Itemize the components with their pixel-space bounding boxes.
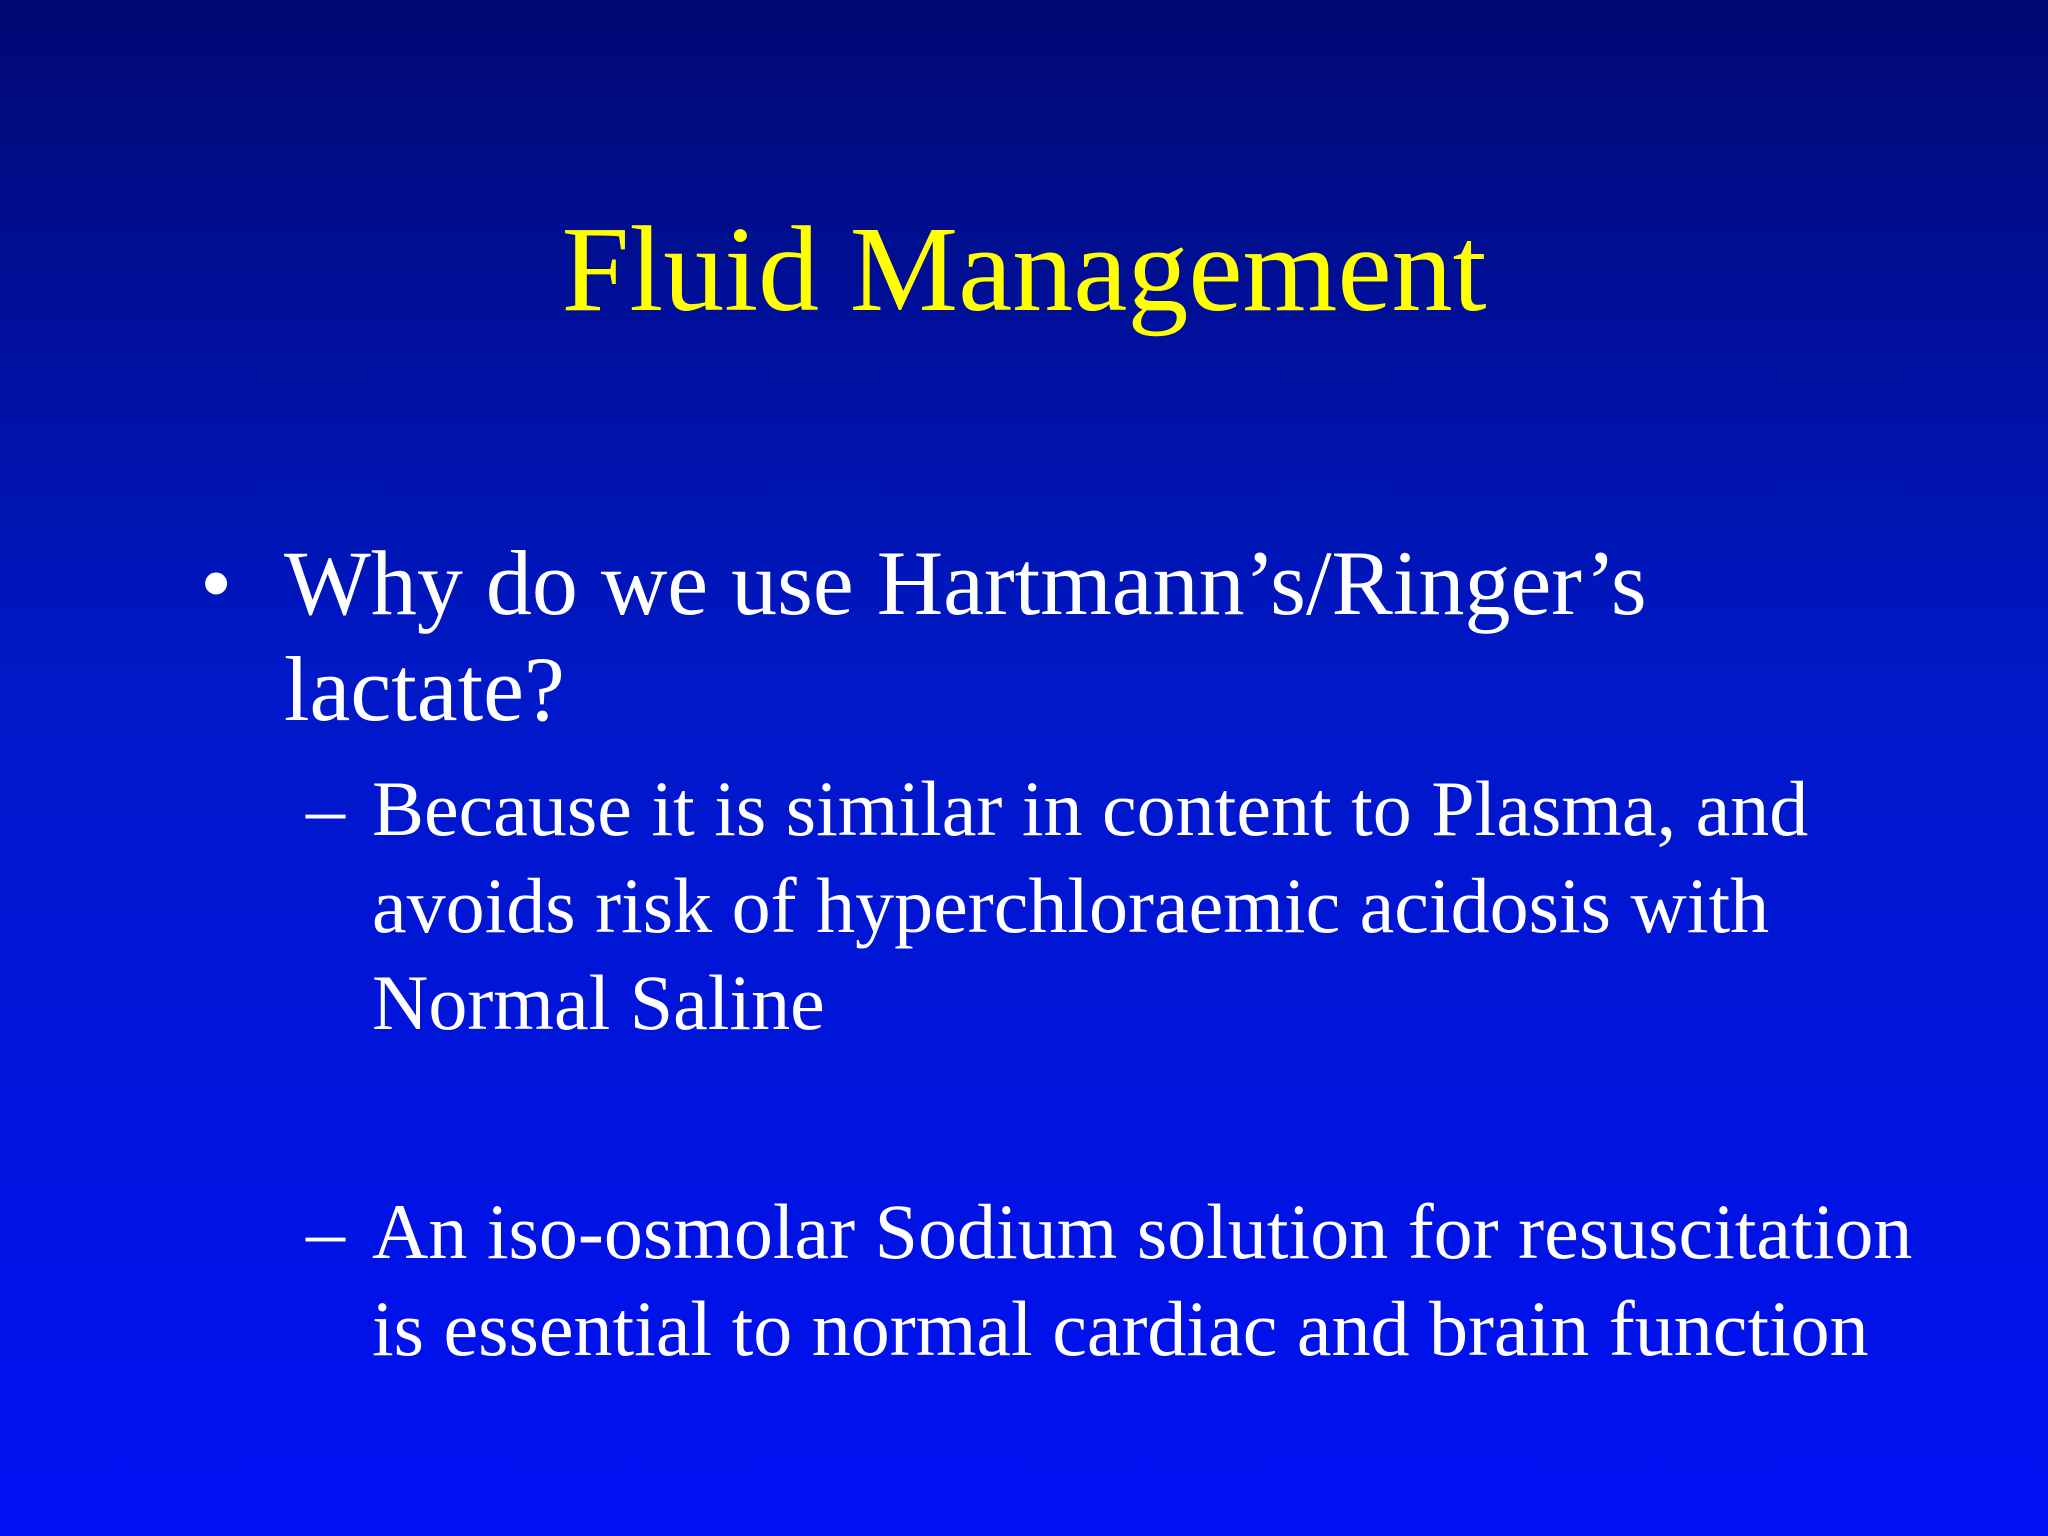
bullet-item [200,530,1900,742]
sub-bullet-item [306,1183,1946,1377]
slide-title: Fluid Management [561,202,1487,337]
bullet-marker: • [200,532,233,634]
sub-bullet-text: Because it is similar in content to Plasma, and avoids risk of hyperchloraemic acidosis with Normal Saline [372,765,1809,1046]
sub-bullet-text: An iso-osmolar Sodium solution for resuscitation is essential to normal cardiac and brain function [372,1188,1913,1372]
sub-bullet-item [306,760,1946,1051]
sub-bullet-marker: – [306,765,345,852]
bullet-text: Why do we use Hartmann’s/Ringer’s lactate? [284,532,1647,740]
sub-bullet-marker: – [306,1188,345,1275]
